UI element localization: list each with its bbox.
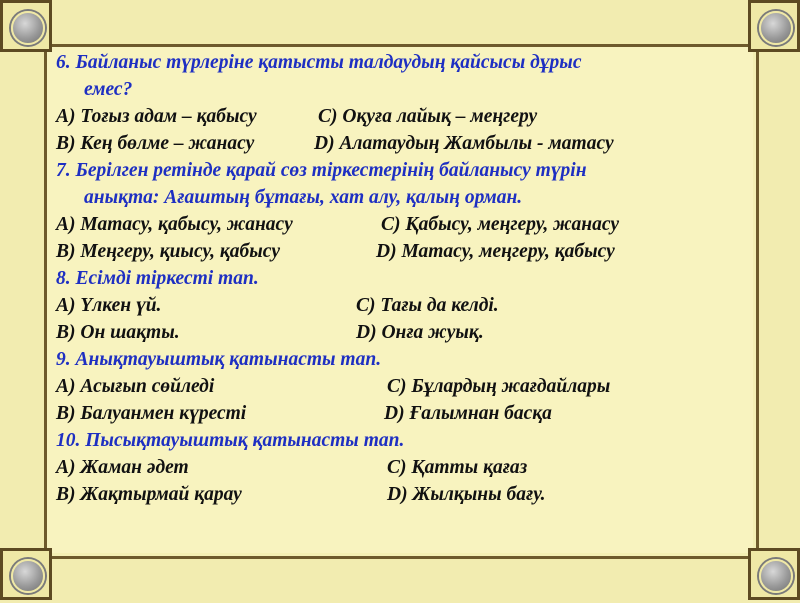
answer-option-c: С) Оқуға лайық – меңгеру (318, 106, 538, 127)
answer-option-c: С) Қабысу, меңгеру, жанасу (381, 214, 619, 235)
question-10: 10. Пысықтауыштық қатынасты тап. (56, 430, 405, 451)
answer-option-a: А) Матасу, қабысу, жанасу (56, 214, 293, 235)
frame-right-band (756, 0, 800, 600)
question-6-line-2: емес? (84, 79, 133, 100)
circle-icon (11, 11, 45, 45)
answer-row (56, 211, 746, 238)
answer-option-b: В) Жақтырмай қарау (56, 484, 242, 505)
circle-icon (759, 559, 793, 593)
answer-row (56, 373, 746, 400)
question-7-line-2: анықта: Ағаштың бұтағы, хат алу, қалың орман. (84, 187, 523, 208)
answer-option-c: С) Қатты қағаз (387, 457, 528, 478)
answer-option-d: D) Жылқыны бағу. (387, 484, 546, 505)
answer-option-a: А) Үлкен үй. (56, 295, 162, 316)
answer-option-d: D) Матасу, меңгеру, қабысу (376, 241, 615, 262)
answer-option-c: С) Бұлардың жағдайлары (387, 376, 611, 397)
answer-row (56, 454, 746, 481)
answer-option-a: А) Тоғыз адам – қабысу (56, 106, 257, 127)
answer-row (56, 103, 746, 130)
frame-left-band (0, 0, 47, 600)
question-9: 9. Анықтауыштық қатынасты тап. (56, 349, 382, 370)
answer-option-b: В) Балуанмен күресті (56, 403, 247, 424)
frame-top-band (0, 0, 800, 47)
circle-icon (759, 11, 793, 45)
question-7-line-1: 7. Берілген ретінде қарай сөз тіркестерінің байланысу түрін (56, 160, 587, 181)
answer-row (56, 130, 746, 157)
circle-icon (11, 559, 45, 593)
answer-row (56, 400, 746, 427)
answer-option-c: С) Тағы да келді. (356, 295, 499, 316)
corner-ornament-bottom-left (0, 548, 52, 600)
answer-option-b: В) Меңгеру, қиысу, қабысу (56, 241, 280, 262)
answer-option-d: D) Алатаудың Жамбылы - матасу (314, 133, 614, 154)
answer-option-d: D) Онға жуық. (356, 322, 484, 343)
answer-row (56, 319, 746, 346)
corner-ornament-bottom-right (748, 548, 800, 600)
answer-option-d: D) Ғалымнан басқа (384, 403, 552, 424)
question-6-line-1: 6. Байланыс түрлеріне қатысты талдаудың қайсысы дұрыс (56, 52, 582, 73)
answer-row (56, 481, 746, 508)
question-8: 8. Есімді тіркесті тап. (56, 268, 259, 289)
answer-option-b: В) Кең бөлме – жанасу (56, 133, 255, 154)
answer-row (56, 292, 746, 319)
corner-ornament-top-right (748, 0, 800, 52)
corner-ornament-top-left (0, 0, 52, 52)
frame-bottom-band (0, 556, 800, 603)
answer-option-a: А) Жаман әдет (56, 457, 189, 478)
quiz-text (56, 49, 746, 508)
answer-option-a: А) Асығып сөйледі (56, 376, 215, 397)
answer-row (56, 238, 746, 265)
answer-option-b: В) Он шақты. (56, 322, 180, 343)
